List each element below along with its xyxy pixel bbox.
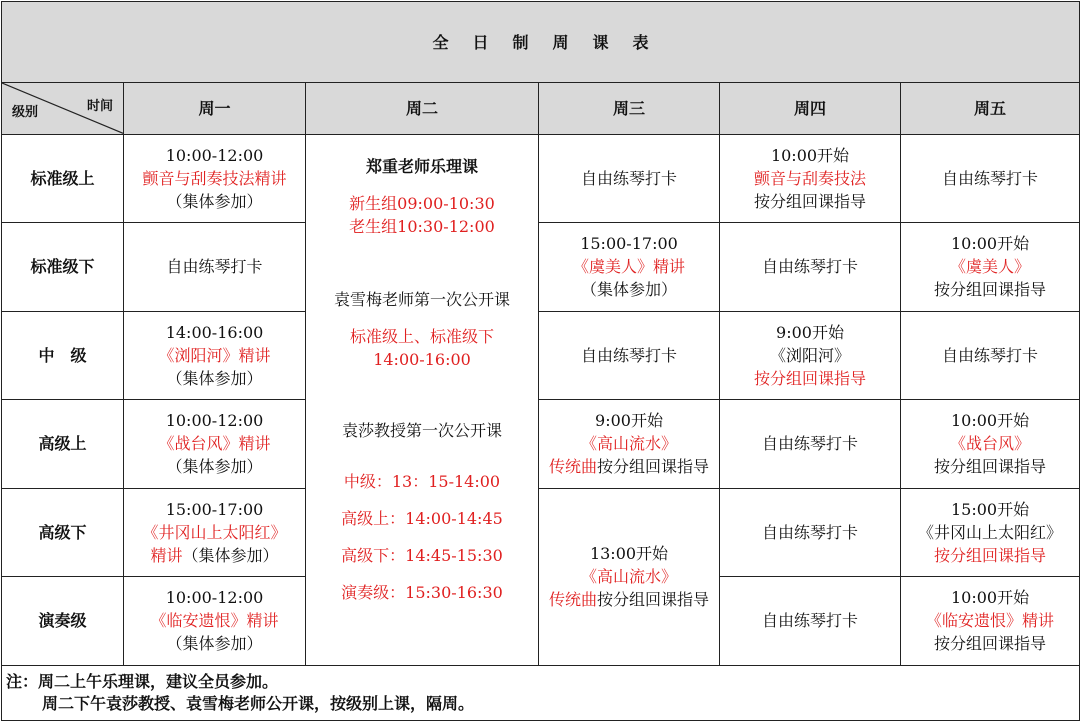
free-practice: 自由练琴打卡 bbox=[166, 257, 263, 277]
course-name: 《虞美人》 bbox=[950, 257, 1031, 277]
session-mode: 按分组回课指导 bbox=[753, 191, 866, 211]
session-mode: （集体参加） bbox=[166, 191, 263, 211]
lesson3-item: 演奏级：15:30-16:30 bbox=[341, 582, 503, 602]
cell-wed-advanced-upper bbox=[539, 400, 720, 488]
free-practice: 自由练琴打卡 bbox=[942, 345, 1039, 365]
cell-thu-advanced-lower bbox=[720, 488, 901, 576]
lesson2-title: 袁雪梅老师第一次公开课 bbox=[333, 289, 510, 309]
session-time: 9:00开始 bbox=[595, 411, 663, 431]
level-performance: 演奏级 bbox=[2, 577, 124, 665]
schedule-note bbox=[2, 665, 1080, 720]
lesson3-item: 中级：13：15-14:00 bbox=[343, 471, 501, 491]
lesson2-time: 14:00-16:00 bbox=[373, 349, 471, 369]
course-type: 传统曲 bbox=[548, 590, 597, 610]
session-mode: 按分组回课指导 bbox=[753, 368, 866, 388]
session-time: 10:00开始 bbox=[950, 411, 1030, 431]
free-practice: 自由练琴打卡 bbox=[761, 434, 858, 454]
cell-wed-standard-lower bbox=[539, 223, 720, 311]
session-mode: 按分组回课指导 bbox=[934, 545, 1047, 565]
cell-fri-intermediate bbox=[901, 311, 1080, 399]
day-header-tue: 周二 bbox=[306, 83, 539, 134]
lesson2-levels: 标准级上、标准级下 bbox=[349, 326, 494, 346]
session-time: 15:00开始 bbox=[950, 499, 1030, 519]
cell-tue-all-levels bbox=[306, 134, 539, 665]
lesson1-old-group: 老生组10:30-12:00 bbox=[349, 216, 495, 236]
session-time: 15:00-17:00 bbox=[580, 234, 678, 254]
session-mode: （集体参加） bbox=[166, 368, 263, 388]
course-name: 《井冈山上太阳红》 bbox=[918, 522, 1063, 542]
course-name: 《高山流水》 bbox=[580, 567, 677, 587]
session-time: 10:00-12:00 bbox=[165, 588, 264, 608]
session-mode: 按分组回课指导 bbox=[597, 590, 710, 610]
cell-thu-standard-lower bbox=[720, 223, 901, 311]
cell-fri-performance bbox=[901, 577, 1080, 665]
cell-thu-standard-upper bbox=[720, 134, 901, 222]
course-name: 《临安遗恨》精讲 bbox=[150, 611, 279, 631]
course-name: 《井冈山上太阳红》 bbox=[142, 522, 287, 542]
cell-mon-advanced-lower bbox=[124, 488, 306, 576]
cell-fri-advanced-upper bbox=[901, 400, 1080, 488]
level-advanced-lower: 高级下 bbox=[2, 488, 124, 576]
cell-wed-standard-upper bbox=[539, 134, 720, 222]
session-time: 15:00-17:00 bbox=[165, 499, 264, 519]
level-standard-lower: 标准级下 bbox=[2, 223, 124, 311]
weekly-schedule-table bbox=[1, 1, 1080, 721]
day-header-thu: 周四 bbox=[720, 83, 901, 134]
course-name: 《战台风》 bbox=[950, 434, 1031, 454]
level-intermediate: 中 级 bbox=[2, 311, 124, 399]
cell-wed-advanced-lower-performance bbox=[539, 488, 720, 665]
session-mode: （集体参加） bbox=[166, 634, 263, 654]
session-mode: 按分组回课指导 bbox=[934, 457, 1047, 477]
course-name: 《虞美人》精讲 bbox=[572, 257, 685, 277]
session-mode: 按分组回课指导 bbox=[934, 280, 1047, 300]
session-mode: 按分组回课指导 bbox=[597, 457, 710, 477]
day-header-wed: 周三 bbox=[539, 83, 720, 134]
free-practice: 自由练琴打卡 bbox=[761, 257, 858, 277]
course-name: 《高山流水》 bbox=[580, 434, 677, 454]
time-axis-label: 时间 bbox=[86, 99, 113, 115]
lesson1-title: 郑重老师乐理课 bbox=[365, 156, 478, 176]
level-advanced-upper: 高级上 bbox=[2, 400, 124, 488]
schedule-title: 全日制周课表 bbox=[2, 2, 1080, 83]
course-name-suffix: 精讲 bbox=[150, 545, 183, 565]
free-practice: 自由练琴打卡 bbox=[761, 611, 858, 631]
cell-fri-advanced-lower bbox=[901, 488, 1080, 576]
session-time: 14:00-16:00 bbox=[165, 322, 264, 342]
note-line-2: 周二下午袁莎教授、袁雪梅老师公开课，按级别上课，隔周。 bbox=[42, 693, 475, 713]
lesson3-item: 高级上：14:00-14:45 bbox=[341, 508, 503, 528]
session-time: 13:00开始 bbox=[589, 544, 669, 564]
session-time: 10:00开始 bbox=[770, 145, 850, 165]
cell-mon-standard-lower bbox=[124, 223, 306, 311]
lesson3-item: 高级下：14:45-15:30 bbox=[341, 545, 503, 565]
level-standard-upper: 标准级上 bbox=[2, 134, 124, 222]
session-time: 9:00开始 bbox=[776, 322, 844, 342]
free-practice: 自由练琴打卡 bbox=[580, 168, 677, 188]
cell-mon-standard-upper bbox=[124, 134, 306, 222]
cell-thu-advanced-upper bbox=[720, 400, 901, 488]
cell-mon-performance bbox=[124, 577, 306, 665]
corner-header bbox=[2, 83, 124, 134]
lesson1-new-group: 新生组09:00-10:30 bbox=[349, 193, 495, 213]
course-name: 《浏阳河》 bbox=[769, 345, 850, 365]
course-name: 《临安遗恨》精讲 bbox=[926, 611, 1055, 631]
course-name: 《浏阳河》精讲 bbox=[158, 345, 271, 365]
session-mode: 按分组回课指导 bbox=[934, 634, 1047, 654]
cell-thu-intermediate bbox=[720, 311, 901, 399]
free-practice: 自由练琴打卡 bbox=[761, 522, 858, 542]
course-name: 《战台风》精讲 bbox=[158, 434, 271, 454]
cell-mon-intermediate bbox=[124, 311, 306, 399]
session-mode: （集体参加） bbox=[166, 457, 263, 477]
cell-mon-advanced-upper bbox=[124, 400, 306, 488]
day-header-fri: 周五 bbox=[901, 83, 1080, 134]
level-axis-label: 级别 bbox=[12, 104, 39, 120]
session-time: 10:00开始 bbox=[950, 234, 1030, 254]
cell-wed-intermediate bbox=[539, 311, 720, 399]
day-header-mon: 周一 bbox=[124, 83, 306, 134]
session-time: 10:00-12:00 bbox=[165, 145, 264, 165]
course-name: 颤音与刮奏技法 bbox=[753, 168, 866, 188]
note-line-1: 注：周二上午乐理课，建议全员参加。 bbox=[6, 671, 279, 691]
session-time: 10:00开始 bbox=[950, 588, 1030, 608]
session-mode: （集体参加） bbox=[580, 280, 677, 300]
session-mode: （集体参加） bbox=[182, 545, 279, 565]
lesson3-title: 袁莎教授第一次公开课 bbox=[341, 420, 502, 440]
course-name: 颤音与刮奏技法精讲 bbox=[142, 168, 287, 188]
cell-fri-standard-upper bbox=[901, 134, 1080, 222]
cell-thu-performance bbox=[720, 577, 901, 665]
session-time: 10:00-12:00 bbox=[165, 411, 264, 431]
course-type: 传统曲 bbox=[548, 457, 597, 477]
cell-fri-standard-lower bbox=[901, 223, 1080, 311]
free-practice: 自由练琴打卡 bbox=[942, 168, 1039, 188]
free-practice: 自由练琴打卡 bbox=[580, 345, 677, 365]
